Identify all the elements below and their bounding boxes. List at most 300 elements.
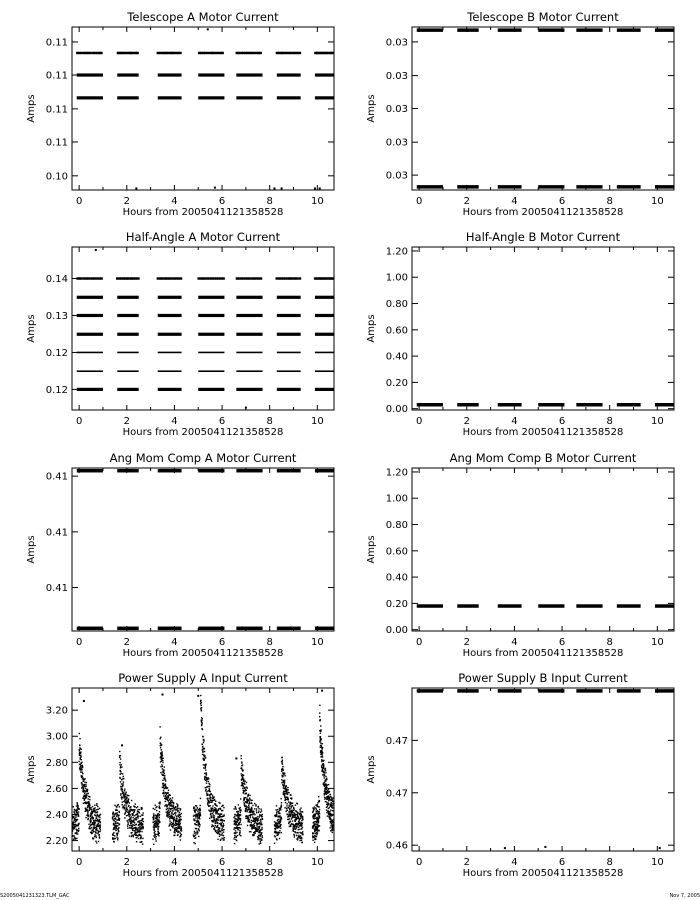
- data-point: [117, 839, 118, 840]
- data-point: [83, 796, 84, 797]
- data-point: [142, 824, 143, 825]
- y-tick-label: 0.00: [385, 404, 408, 416]
- data-point: [322, 754, 323, 755]
- data-point: [165, 786, 166, 787]
- data-point: [134, 806, 135, 807]
- data-point: [210, 791, 211, 792]
- data-point: [140, 831, 141, 832]
- data-point: [126, 792, 127, 793]
- data-point: [202, 729, 203, 730]
- chart-title: Half-Angle A Motor Current: [125, 230, 281, 244]
- data-point: [94, 807, 95, 808]
- y-tick-label: 0.11: [45, 137, 68, 149]
- data-point: [243, 780, 244, 781]
- data-point: [120, 771, 121, 772]
- data-point: [256, 825, 257, 826]
- data-point: [293, 831, 294, 832]
- data-band-segment: [498, 185, 522, 189]
- data-point: [159, 833, 160, 834]
- x-axis-label: Hours from 2005041121358528: [122, 207, 284, 218]
- data-point: [322, 756, 323, 757]
- data-point: [325, 776, 326, 777]
- data-point: [206, 773, 207, 774]
- x-tick-label: 0: [75, 416, 83, 427]
- data-point: [215, 808, 216, 809]
- data-point: [119, 812, 120, 813]
- x-tick-label: 10: [310, 196, 324, 207]
- data-point: [179, 812, 180, 813]
- data-point: [277, 823, 278, 824]
- x-tick-label: 8: [606, 416, 613, 427]
- data-point: [137, 806, 138, 807]
- data-point: [194, 807, 195, 808]
- data-point: [86, 782, 87, 783]
- data-point: [118, 831, 119, 832]
- data-point: [205, 790, 206, 791]
- x-tick-label: 2: [123, 637, 130, 648]
- data-point: [127, 825, 128, 826]
- data-point: [314, 806, 315, 807]
- data-point: [164, 805, 165, 806]
- data-point: [280, 798, 281, 799]
- data-point: [320, 719, 321, 720]
- data-point: [328, 795, 329, 796]
- data-point: [250, 814, 251, 815]
- y-tick-label: 1.20: [385, 246, 408, 258]
- data-point: [301, 813, 302, 814]
- data-point: [280, 824, 281, 825]
- x-tick-label: 8: [266, 196, 273, 207]
- data-point: [92, 832, 93, 833]
- data-point: [217, 839, 218, 840]
- data-point: [302, 811, 303, 812]
- data-point: [124, 804, 125, 805]
- data-band-segment: [655, 403, 674, 407]
- data-point: [276, 805, 277, 806]
- data-point: [331, 799, 332, 800]
- data-point: [153, 818, 154, 819]
- data-point: [124, 807, 125, 808]
- data-point: [246, 792, 247, 793]
- data-point: [288, 823, 289, 824]
- data-points: [417, 689, 674, 849]
- data-point: [201, 707, 202, 708]
- data-point: [99, 831, 100, 832]
- data-band-segment: [498, 403, 522, 407]
- data-point: [115, 818, 116, 819]
- data-point: [298, 829, 299, 830]
- data-point: [80, 751, 81, 752]
- data-point: [132, 826, 133, 827]
- data-point: [96, 837, 97, 838]
- x-tick-label: 10: [310, 637, 324, 648]
- data-point: [179, 817, 180, 818]
- data-band-segment: [457, 28, 478, 32]
- data-point: [195, 837, 196, 838]
- data-point: [326, 793, 327, 794]
- data-point: [195, 811, 196, 812]
- data-point: [132, 817, 133, 818]
- data-point: [299, 809, 300, 810]
- data-point: [116, 826, 117, 827]
- data-point: [292, 802, 293, 803]
- y-tick-label: 0.80: [385, 520, 408, 532]
- data-point: [222, 810, 223, 811]
- data-point: [240, 824, 241, 825]
- data-point: [262, 837, 263, 838]
- data-point: [97, 814, 98, 815]
- data-point: [318, 811, 319, 812]
- data-point: [320, 745, 321, 746]
- data-point: [154, 805, 155, 806]
- data-point: [296, 825, 297, 826]
- data-point: [131, 800, 132, 801]
- data-point: [214, 799, 215, 800]
- data-point: [278, 827, 279, 828]
- y-tick-label: 0.20: [385, 377, 408, 389]
- data-point: [240, 819, 241, 820]
- data-point: [277, 809, 278, 810]
- data-point: [115, 823, 116, 824]
- data-point: [281, 802, 282, 803]
- data-point: [261, 833, 262, 834]
- outlier-point: [504, 847, 506, 849]
- y-tick-label: 0.46: [385, 840, 408, 852]
- data-point: [241, 773, 242, 774]
- data-point: [78, 830, 79, 831]
- data-point: [300, 818, 301, 819]
- data-point: [289, 52, 292, 54]
- data-point: [87, 277, 90, 279]
- data-point: [332, 832, 333, 833]
- data-point: [317, 832, 318, 833]
- data-point: [329, 827, 330, 828]
- data-point: [165, 792, 166, 793]
- data-point: [82, 773, 83, 774]
- data-point: [300, 826, 301, 827]
- x-tick-label: 4: [511, 196, 518, 207]
- data-point: [93, 817, 94, 818]
- data-point: [233, 829, 234, 830]
- data-point: [120, 778, 121, 779]
- data-point: [176, 818, 177, 819]
- data-point: [89, 828, 90, 829]
- data-point: [286, 799, 287, 800]
- data-point: [157, 830, 158, 831]
- data-point: [223, 807, 224, 808]
- data-point: [153, 815, 154, 816]
- data-point: [167, 816, 168, 817]
- data-point: [237, 812, 238, 813]
- data-point: [92, 823, 93, 824]
- data-point: [162, 755, 163, 756]
- data-point: [281, 779, 282, 780]
- data-point: [302, 819, 303, 820]
- x-tick-label: 6: [558, 857, 566, 868]
- data-point: [84, 793, 85, 794]
- data-point: [172, 797, 173, 798]
- data-point: [328, 803, 329, 804]
- data-point: [157, 815, 158, 816]
- data-point: [222, 833, 223, 834]
- data-band-segment: [198, 352, 224, 354]
- data-point: [113, 832, 114, 833]
- data-point: [158, 826, 159, 827]
- data-point: [99, 819, 100, 820]
- data-point: [160, 737, 161, 738]
- data-point: [284, 784, 285, 785]
- data-point: [136, 52, 139, 54]
- data-point: [209, 802, 210, 803]
- data-point: [330, 830, 331, 831]
- data-point: [161, 764, 162, 765]
- data-point: [117, 825, 118, 826]
- data-point: [194, 836, 195, 837]
- data-points: [417, 604, 674, 608]
- data-point: [238, 819, 239, 820]
- data-point: [136, 819, 137, 820]
- data-point: [312, 840, 313, 841]
- data-point: [88, 793, 89, 794]
- data-point: [245, 811, 246, 812]
- data-point: [260, 838, 261, 839]
- data-point: [238, 811, 239, 812]
- data-point: [129, 820, 130, 821]
- data-point: [82, 776, 83, 777]
- y-tick-label: 0.41: [45, 583, 68, 595]
- data-point: [240, 755, 241, 756]
- data-point: [124, 817, 125, 818]
- data-point: [181, 830, 182, 831]
- data-point: [174, 817, 175, 818]
- data-point: [300, 810, 301, 811]
- data-point: [261, 810, 262, 811]
- data-point: [259, 52, 262, 54]
- data-point: [241, 758, 242, 759]
- data-point: [246, 808, 247, 809]
- data-point: [240, 835, 241, 836]
- data-band-segment: [576, 604, 602, 608]
- data-point: [90, 820, 91, 821]
- data-point: [172, 816, 173, 817]
- data-point: [159, 817, 160, 818]
- data-band-segment: [498, 689, 522, 693]
- y-tick-label: 2.20: [45, 836, 68, 848]
- data-band-segment: [117, 333, 138, 336]
- outlier-point: [238, 278, 240, 280]
- data-point: [209, 786, 210, 787]
- plot-frame: [412, 247, 674, 410]
- data-point: [317, 806, 318, 807]
- data-point: [87, 810, 88, 811]
- data-point: [80, 277, 83, 279]
- data-point: [137, 809, 138, 810]
- data-point: [201, 722, 202, 723]
- y-axis-label: Amps: [26, 94, 37, 123]
- data-point: [162, 762, 163, 763]
- y-axis-label: Amps: [366, 314, 377, 343]
- data-point: [91, 831, 92, 832]
- data-point: [90, 816, 91, 817]
- data-point: [142, 814, 143, 815]
- data-point: [289, 802, 290, 803]
- data-point: [140, 816, 141, 817]
- data-band-segment: [417, 604, 443, 608]
- x-tick-label: 2: [463, 196, 470, 207]
- data-point: [254, 833, 255, 834]
- data-band-segment: [277, 469, 301, 473]
- data-point: [224, 814, 225, 815]
- data-point: [324, 772, 325, 773]
- plot-frame: [72, 247, 334, 410]
- data-point: [173, 806, 174, 807]
- data-point: [212, 801, 213, 802]
- data-point: [200, 815, 201, 816]
- data-point: [125, 802, 126, 803]
- data-point: [131, 816, 132, 817]
- y-tick-label: 1.00: [385, 493, 408, 505]
- data-point: [89, 807, 90, 808]
- data-point: [97, 819, 98, 820]
- data-point: [253, 811, 254, 812]
- data-point: [288, 792, 289, 793]
- data-point: [93, 820, 94, 821]
- data-band-segment: [277, 627, 301, 631]
- data-point: [159, 52, 162, 54]
- data-point: [78, 808, 79, 809]
- data-point: [96, 828, 97, 829]
- data-point: [175, 814, 176, 815]
- data-point: [113, 838, 114, 839]
- data-point: [130, 811, 131, 812]
- data-point: [92, 813, 93, 814]
- data-point: [77, 833, 78, 834]
- data-point: [96, 809, 97, 810]
- data-point: [79, 745, 80, 746]
- data-point: [300, 816, 301, 817]
- plot-frame: [412, 27, 674, 190]
- data-point: [140, 820, 141, 821]
- data-band-segment: [498, 604, 522, 608]
- data-point: [138, 815, 139, 816]
- data-point: [194, 831, 195, 832]
- data-point: [332, 814, 333, 815]
- data-point: [285, 775, 286, 776]
- data-point: [244, 803, 245, 804]
- data-point: [159, 821, 160, 822]
- data-point: [86, 786, 87, 787]
- data-band-segment: [617, 689, 641, 693]
- data-point: [117, 823, 118, 824]
- data-point: [94, 836, 95, 837]
- data-point: [86, 795, 87, 796]
- data-band-segment: [576, 28, 602, 32]
- data-point: [332, 829, 333, 830]
- data-point: [78, 814, 79, 815]
- data-point: [89, 810, 90, 811]
- y-axis-label: Amps: [366, 535, 377, 564]
- data-point: [112, 813, 113, 814]
- x-axis-label: Hours from 2005041121358528: [462, 648, 624, 659]
- data-point: [78, 823, 79, 824]
- data-point: [132, 830, 133, 831]
- outlier-point: [235, 757, 237, 759]
- data-point: [262, 835, 263, 836]
- chart-title: Power Supply B Input Current: [458, 671, 628, 685]
- data-point: [240, 812, 241, 813]
- data-point: [79, 738, 80, 739]
- data-point: [325, 772, 326, 773]
- data-point: [128, 805, 129, 806]
- data-point: [127, 809, 128, 810]
- data-point: [300, 807, 301, 808]
- data-point: [154, 831, 155, 832]
- data-point: [239, 830, 240, 831]
- data-point: [333, 797, 334, 798]
- data-point: [80, 756, 81, 757]
- data-point: [133, 836, 134, 837]
- data-point: [118, 827, 119, 828]
- x-tick-label: 2: [123, 416, 130, 427]
- data-point: [79, 755, 80, 756]
- data-point: [87, 807, 88, 808]
- data-point: [276, 814, 277, 815]
- data-point: [281, 757, 282, 758]
- chart-panel-2: [366, 10, 674, 218]
- data-point: [157, 816, 158, 817]
- data-point: [259, 826, 260, 827]
- data-point: [81, 769, 82, 770]
- data-point: [178, 831, 179, 832]
- data-point: [121, 766, 122, 767]
- data-point: [323, 760, 324, 761]
- data-point: [198, 836, 199, 837]
- data-point: [174, 835, 175, 836]
- data-point: [219, 823, 220, 824]
- data-point: [244, 787, 245, 788]
- data-point: [164, 773, 165, 774]
- data-point: [210, 814, 211, 815]
- data-point: [165, 801, 166, 802]
- y-tick-label: 0.00: [385, 625, 408, 637]
- data-band-segment: [77, 352, 103, 354]
- data-point: [301, 840, 302, 841]
- data-point: [131, 836, 132, 837]
- data-point: [181, 834, 182, 835]
- data-point: [321, 739, 322, 740]
- data-point: [245, 797, 246, 798]
- data-point: [159, 801, 160, 802]
- x-tick-label: 4: [171, 196, 178, 207]
- data-point: [208, 781, 209, 782]
- data-point: [100, 52, 103, 54]
- data-point: [319, 800, 320, 801]
- data-point: [202, 754, 203, 755]
- data-point: [115, 813, 116, 814]
- data-point: [159, 808, 160, 809]
- x-tick-label: 10: [650, 857, 664, 868]
- data-point: [284, 780, 285, 781]
- data-point: [163, 771, 164, 772]
- data-point: [212, 808, 213, 809]
- data-point: [215, 825, 216, 826]
- data-band-segment: [158, 314, 182, 317]
- data-point: [156, 806, 157, 807]
- plot-frame: [72, 468, 334, 631]
- y-tick-label: 0.40: [385, 572, 408, 584]
- data-point: [202, 752, 203, 753]
- data-point: [202, 718, 203, 719]
